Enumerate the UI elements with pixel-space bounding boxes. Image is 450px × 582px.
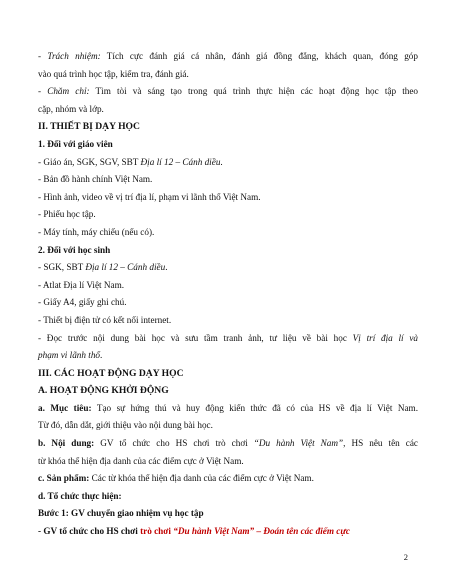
trach-nhiem-line1 [38, 48, 418, 66]
noi-dung-line1 [38, 435, 418, 453]
to-chuc-heading: d. Tổ chức thực hiện: [38, 490, 122, 501]
noi-dung-text: GV tổ chức cho HS chơi trò chơi [94, 438, 254, 449]
hs-doc-line1 [38, 330, 418, 348]
gv-item: - Máy tính, máy chiếu (nếu có). [38, 226, 155, 237]
hs-doc-line2 [38, 347, 418, 365]
gv-item: - Phiếu học tập. [38, 209, 96, 220]
noi-dung-label: b. Nội dung: [38, 438, 95, 449]
gv-sgk-suffix: . [220, 156, 223, 167]
muc-tieu-text: Tạo sự hứng thú và huy động kiến thức đã có của HS về địa lí Việt Nam. [91, 402, 419, 413]
noi-dung-line2: từ khóa thể hiện địa danh của các điểm cực ở Việt Nam. [38, 455, 244, 466]
san-pham-text: Các từ khóa thể hiện địa danh của các điểm cực ở Việt Nam. [89, 473, 314, 484]
section-a-heading: A. HOẠT ĐỘNG KHỞI ĐỘNG [38, 385, 169, 397]
hs-heading: 2. Đối với học sinh [38, 244, 111, 255]
san-pham-line [38, 470, 418, 488]
cham-chi-text: Tìm tòi và sáng tạo trong quá trình thực hiện các hoạt động học tập theo [89, 86, 419, 97]
hs-item: - Giấy A4, giấy ghi chú. [38, 297, 127, 308]
muc-tieu-line1 [38, 400, 418, 418]
hs-sgk-suffix: . [165, 262, 168, 273]
game-name: “Du hành Việt Nam” [253, 438, 344, 449]
hs-doc-title-part2: phạm vi lãnh thổ [38, 350, 101, 361]
hs-sgk-title: Địa lí 12 – Cánh diều [85, 262, 166, 273]
buoc-1-heading: Bước 1: GV chuyển giao nhiệm vụ học tập [38, 508, 204, 519]
hs-sgk-prefix: - SGK, SBT [38, 262, 86, 273]
gv-to-chuc-line [38, 523, 418, 541]
gv-heading: 1. Đối với giáo viên [38, 138, 113, 149]
page-number: 2 [403, 552, 408, 562]
hs-doc-prefix: - Đọc trước nội dung bài học và sưu tầm tranh ảnh, tư liệu về bài học [38, 332, 353, 343]
gv-item: - Hình ảnh, video về vị trí địa lí, phạm vi lãnh thổ Việt Nam. [38, 191, 261, 202]
gv-sgk-prefix: - Giáo án, SGK, SGV, SBT [38, 156, 141, 167]
section-ii-heading: II. THIẾT BỊ DẠY HỌC [38, 121, 140, 133]
hs-item: - Thiết bị điện tử có kết nối internet. [38, 314, 172, 325]
dash: - [38, 86, 48, 97]
hs-item: - Atlat Địa lí Việt Nam. [38, 279, 125, 290]
cham-chi-line2: cặp, nhóm và lớp. [38, 103, 104, 114]
trach-nhiem-text: Tích cực đánh giá cá nhân, đánh giá đồng đẳng, khách quan, đóng góp [100, 51, 418, 61]
dash: - [38, 51, 48, 61]
muc-tieu-label: a. Mục tiêu: [38, 402, 92, 413]
cham-chi-label: Chăm chỉ: [47, 86, 90, 97]
section-iii-heading: III. CÁC HOẠT ĐỘNG DẠY HỌC [38, 367, 184, 379]
cham-chi-line1 [38, 83, 418, 101]
hs-item-sgk [38, 259, 418, 277]
noi-dung-text-end: , HS nêu tên các [343, 438, 418, 449]
gv-to-chuc-prefix: - GV tổ chức cho HS chơi [38, 526, 141, 537]
gv-sgk-title: Địa lí 12 – Cánh diều [140, 156, 221, 167]
muc-tieu-line2: Từ đó, dẫn dắt, giới thiệu vào nội dung bài học. [38, 420, 213, 431]
san-pham-label: c. Sản phẩm: [38, 473, 90, 484]
trach-nhiem-line2: vào quá trình học tập, kiểm tra, đánh giá. [38, 68, 189, 79]
hs-doc-title-part1: Vị trí địa lí và [352, 332, 418, 343]
trach-nhiem-label: Trách nhiệm: [47, 51, 101, 61]
document-body [38, 48, 418, 541]
game-label-red: trò chơi [140, 526, 174, 537]
game-title-red: “Du hành Việt Nam” – Đoán tên các điểm cực [173, 526, 350, 537]
gv-item-sgk [38, 154, 418, 172]
hs-doc-suffix: . [100, 350, 103, 361]
gv-item: - Bản đồ hành chính Việt Nam. [38, 174, 153, 185]
